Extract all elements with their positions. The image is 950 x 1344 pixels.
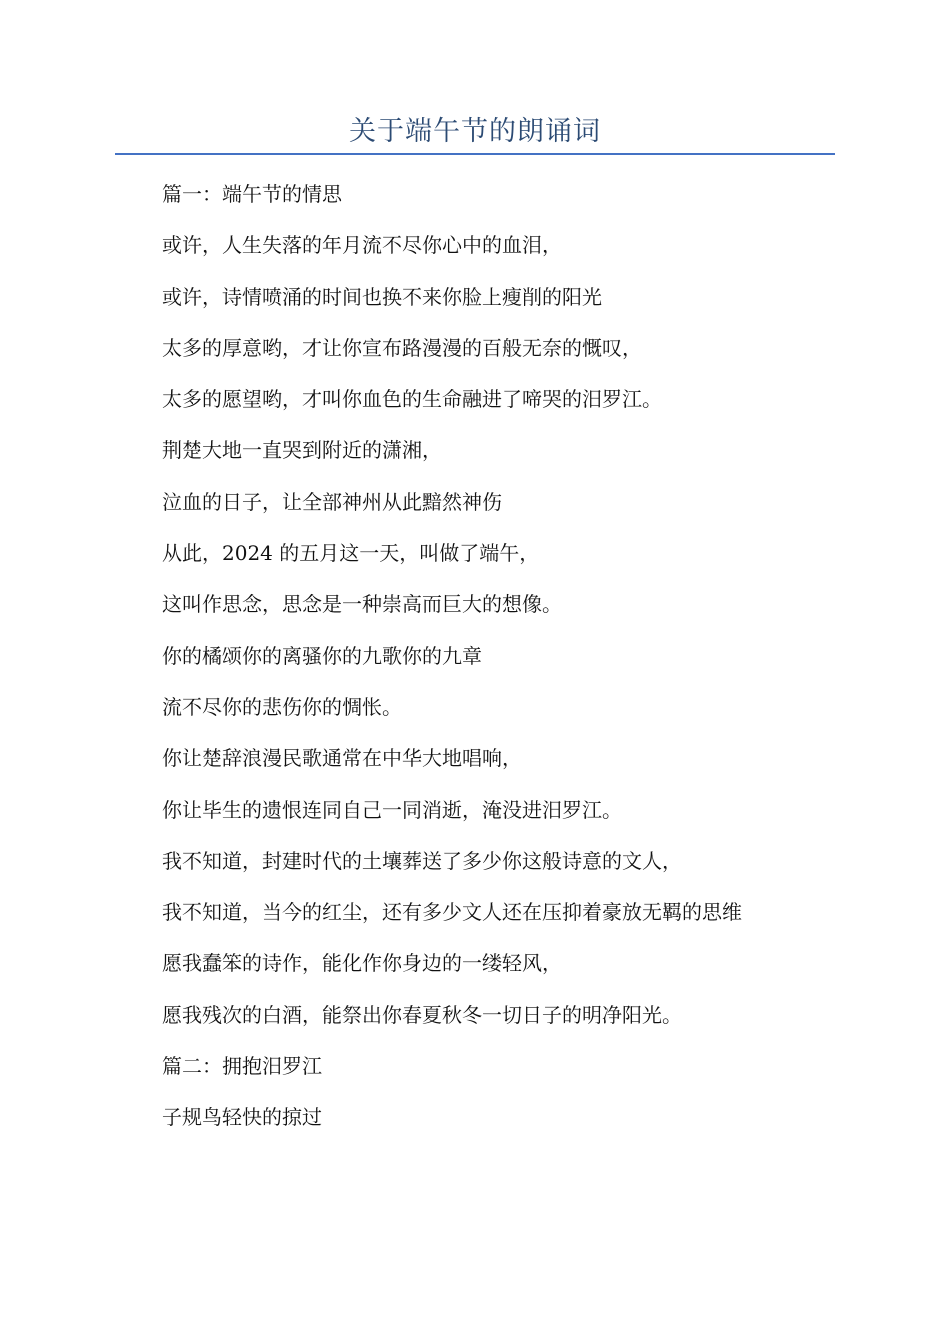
section-heading: 篇二：拥抱汨罗江	[162, 1054, 322, 1079]
text-line: 或许，诗情喷涌的时间也换不来你脸上瘦削的阳光	[162, 284, 602, 309]
section-heading: 篇一：端午节的情思	[162, 182, 342, 206]
text-line: 或许，人生失落的年月流不尽你心中的血泪，	[162, 233, 562, 258]
document-title: 关于端午节的朗诵词	[349, 116, 601, 147]
text-line: 流不尽你的悲伤你的惆怅。	[162, 694, 402, 719]
text-line: 我不知道，封建时代的土壤葬送了多少你这般诗意的文人，	[162, 848, 682, 873]
text-line: 泣血的日子，让全部神州从此黯然神伤	[162, 489, 502, 514]
text-line: 你让毕生的遗恨连同自己一同消逝，淹没进汨罗江。	[162, 797, 622, 822]
text-line: 从此，2024 的五月这一天，叫做了端午，	[162, 541, 540, 566]
text-line: 你让楚辞浪漫民歌通常在中华大地唱响，	[162, 746, 522, 771]
text-line: 我不知道，当今的红尘，还有多少文人还在压抑着豪放无羁的思维	[162, 900, 742, 925]
text-line: 太多的厚意哟，才让你宣布路漫漫的百般无奈的慨叹，	[162, 335, 642, 360]
text-line: 愿我蠢笨的诗作，能化作你身边的一缕轻风，	[162, 951, 562, 976]
text-line: 你的橘颂你的离骚你的九歌你的九章	[162, 643, 482, 668]
document-body	[162, 176, 842, 1151]
text-line: 愿我残次的白酒，能祭出你春夏秋冬一切日子的明净阳光。	[162, 1002, 682, 1027]
text-line: 太多的愿望哟，才叫你血色的生命融进了啼哭的汨罗江。	[162, 387, 662, 412]
text-line: 荆楚大地一直哭到附近的潇湘，	[162, 438, 442, 463]
text-line: 子规鸟轻快的掠过	[162, 1105, 322, 1130]
text-line: 这叫作思念，思念是一种崇高而巨大的想像。	[162, 592, 562, 617]
title-underline	[115, 153, 835, 155]
